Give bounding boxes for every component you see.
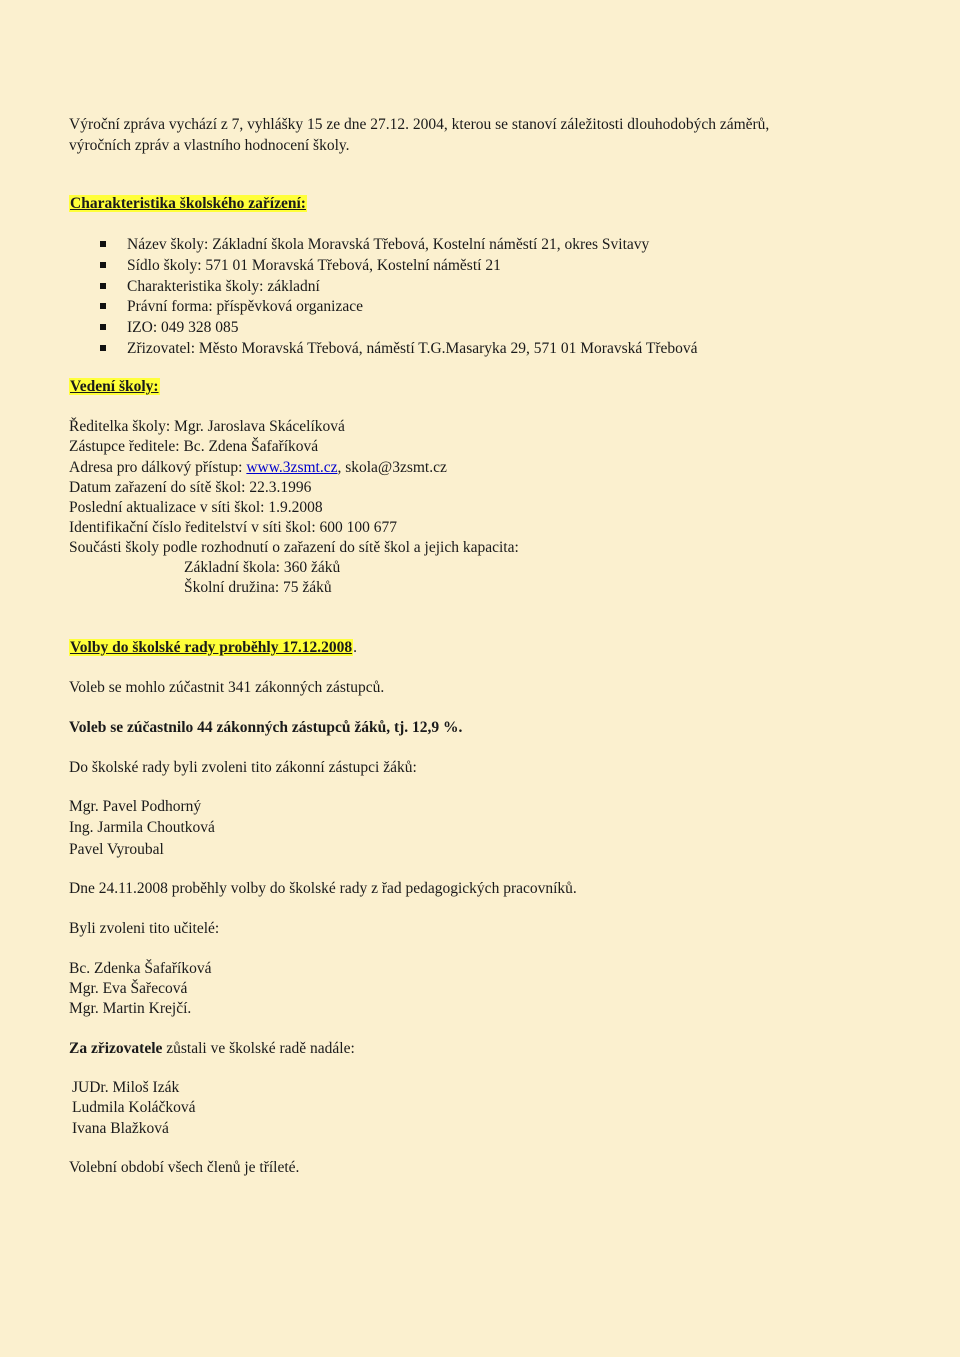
part-school-club: Školní družina: 75 žáků	[184, 579, 332, 596]
eligible-line: Voleb se mohlo zúčastnit 341 zákonných zástupců.	[69, 679, 385, 696]
teachers-election-line: Dne 24.11.2008 proběhly volby do školské rady z řad pedagogických pracovníků.	[69, 880, 577, 897]
management-heading-text: Vedení školy:	[70, 378, 159, 395]
remote-access-line	[69, 458, 447, 478]
list-item: Charakteristika školy: základní	[100, 277, 698, 298]
list-item: Název školy: Základní škola Moravská Třebová, Kostelní náměstí 21, okres Svitavy	[100, 235, 698, 256]
founder-intro-rest: zůstali ve školské radě nadále:	[162, 1040, 355, 1057]
elections-heading	[69, 638, 357, 658]
characteristics-heading-text: Charakteristika školského zařízení:	[70, 195, 306, 212]
teachers-intro-line: Byli zvoleni tito učitelé:	[69, 920, 220, 937]
remote-access-label: Adresa pro dálkový přístup:	[69, 459, 247, 476]
parts-intro-line: Součásti školy podle rozhodnutí o zařazení do sítě škol a jejich kapacita:	[69, 539, 519, 556]
list-item: Zřizovatel: Město Moravská Třebová, náměstí T.G.Masaryka 29, 571 01 Moravská Třebová	[100, 339, 698, 360]
intro-line-2: výročních zpráv a vlastního hodnocení školy.	[69, 137, 350, 154]
list-item: Sídlo školy: 571 01 Moravská Třebová, Kostelní náměstí 21	[100, 256, 698, 277]
elections-heading-dot: .	[353, 639, 357, 656]
teacher-member: Mgr. Martin Krejčí.	[69, 1000, 192, 1017]
id-number-line: Identifikační číslo ředitelství v síti škol: 600 100 677	[69, 519, 398, 536]
list-item: IZO: 049 328 085	[100, 318, 698, 339]
founder-member: Ludmila Koláčková	[72, 1099, 196, 1116]
intro-line-1: Výroční zpráva vychází z 7, vyhlášky 15 ze dne 27.12. 2004, kterou se stanoví záležitosti dlouhodobých záměrů,	[69, 116, 770, 133]
elections-heading-text: Volby do školské rady proběhly 17.12.2008	[70, 639, 353, 656]
director-line: Ředitelka školy: Mgr. Jaroslava Skácelíková	[69, 418, 345, 435]
website-link[interactable]: www.3zsmt.cz	[246, 459, 338, 476]
part-basic-school: Základní škola: 360 žáků	[184, 559, 341, 576]
characteristics-heading	[69, 194, 307, 214]
deputy-line: Zástupce ředitele: Bc. Zdena Šafaříková	[69, 438, 319, 455]
founder-member: Ivana Blažková	[72, 1120, 169, 1137]
teacher-member: Mgr. Eva Šařecová	[69, 980, 188, 997]
last-update-line: Poslední aktualizace v síti škol: 1.9.2008	[69, 499, 323, 516]
founder-member: JUDr. Miloš Izák	[72, 1079, 180, 1096]
parents-intro-line: Do školské rady byli zvoleni tito zákonní zástupci žáků:	[69, 759, 417, 776]
parent-member: Ing. Jarmila Choutková	[69, 819, 215, 836]
founder-intro-line	[69, 1039, 355, 1059]
date-registered-line: Datum zařazení do sítě škol: 22.3.1996	[69, 479, 312, 496]
email-text: , skola@3zsmt.cz	[337, 459, 447, 476]
parent-member: Mgr. Pavel Podhorný	[69, 798, 202, 815]
turnout-line: Voleb se zúčastnilo 44 zákonných zástupců žáků, tj. 12,9 %.	[69, 719, 463, 736]
management-heading	[69, 377, 160, 397]
list-item: Právní forma: příspěvková organizace	[100, 297, 698, 318]
term-line: Volební období všech členů je tříleté.	[69, 1159, 300, 1176]
characteristics-list	[100, 235, 698, 360]
teacher-member: Bc. Zdenka Šafaříková	[69, 960, 212, 977]
founder-intro-bold: Za zřizovatele	[69, 1040, 163, 1057]
parent-member: Pavel Vyroubal	[69, 841, 164, 858]
